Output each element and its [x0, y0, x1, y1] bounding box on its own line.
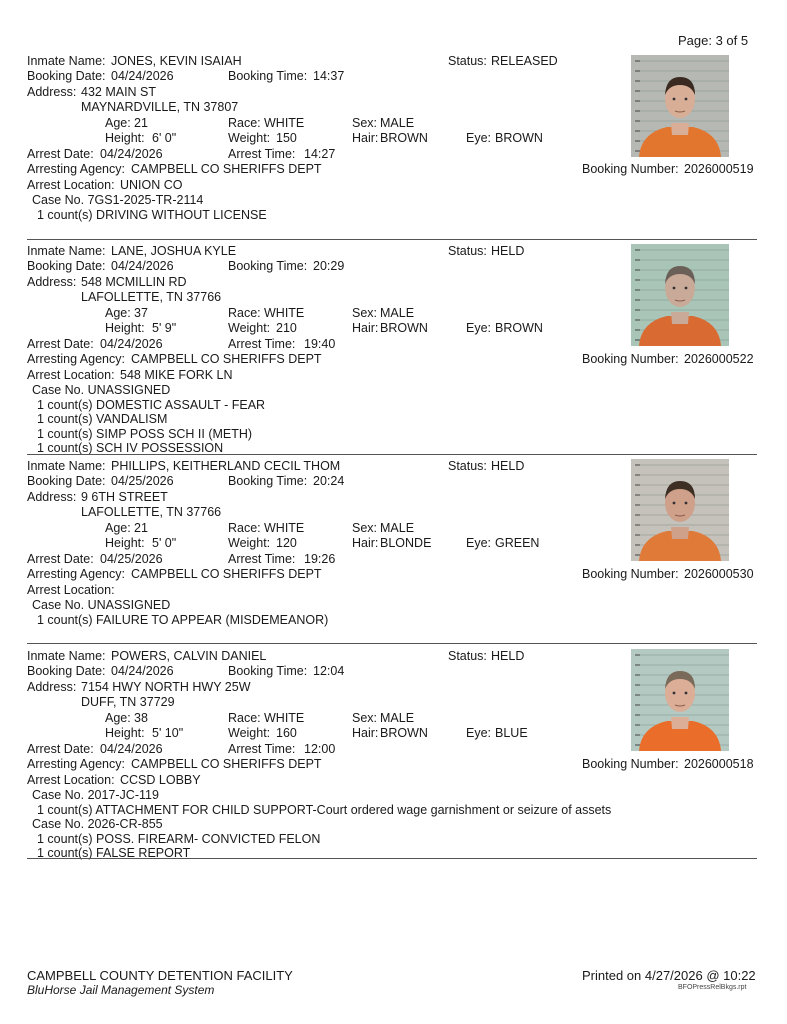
height-value: 5' 0" — [152, 536, 177, 550]
page-number: Page: 3 of 5 — [678, 33, 749, 48]
status-label: Status: — [448, 649, 487, 663]
case-number: Case No. 7GS1-2025-TR-2114 — [32, 193, 204, 207]
booking-number-label: Booking Number: — [582, 567, 679, 581]
height-label: Height: — [105, 536, 145, 550]
arrest-time: 12:00 — [304, 742, 336, 756]
age-value: 21 — [134, 116, 148, 130]
weight-label: Weight: — [228, 726, 271, 740]
hair-label: Hair: — [352, 321, 379, 335]
hair-value: BLONDE — [380, 536, 432, 550]
arrest-location: UNION CO — [120, 178, 183, 192]
booking-time-label: Booking Time: — [228, 259, 308, 273]
sex-value: MALE — [380, 711, 415, 725]
charge-count: 1 count(s) FAILURE TO APPEAR (MISDEMEANOR) — [37, 612, 329, 627]
sex-label: Sex: — [352, 521, 378, 535]
height-label: Height: — [105, 726, 145, 740]
mugshot-photo — [631, 459, 729, 561]
arrest-location: CCSD LOBBY — [120, 773, 201, 787]
arrest-time-label: Arrest Time: — [228, 742, 296, 756]
arrest-time: 19:40 — [304, 337, 336, 351]
arrest-date-label: Arrest Date: — [27, 147, 94, 161]
arresting-agency: CAMPBELL CO SHERIFFS DEPT — [131, 567, 322, 581]
arrest-location-label: Arrest Location: — [27, 773, 115, 787]
case-number: Case No. 2017-JC-119 — [32, 788, 159, 802]
arrest-time-label: Arrest Time: — [228, 337, 296, 351]
weight-label: Weight: — [228, 536, 271, 550]
height-value: 5' 10" — [152, 726, 184, 740]
arrest-location-label: Arrest Location: — [27, 178, 115, 192]
booking-date: 04/24/2026 — [111, 69, 174, 83]
hair-label: Hair: — [352, 131, 379, 145]
address-line-1: 548 MCMILLIN RD — [81, 275, 187, 289]
charge-count: 1 count(s) FALSE REPORT — [37, 846, 191, 860]
status-label: Status: — [448, 54, 487, 68]
arrest-date: 04/24/2026 — [100, 147, 163, 161]
booking-number-label: Booking Number: — [582, 352, 679, 366]
race-label: Race: — [228, 116, 261, 130]
age-label: Age: — [105, 711, 131, 725]
eye-label: Eye: — [466, 726, 492, 740]
hair-value: BROWN — [380, 321, 428, 335]
address-line-2: LAFOLLETTE, TN 37766 — [81, 505, 222, 519]
status-value: RELEASED — [491, 54, 558, 68]
arresting-agency-label: Arresting Agency: — [27, 567, 125, 581]
booking-date-label: Booking Date: — [27, 259, 106, 273]
case-number: Case No. UNASSIGNED — [32, 598, 171, 612]
charge-count: 1 count(s) VANDALISM — [37, 412, 168, 426]
eye-value: GREEN — [495, 536, 540, 550]
arrest-time: 19:26 — [304, 552, 336, 566]
record-divider — [27, 858, 757, 859]
booking-date-label: Booking Date: — [27, 69, 106, 83]
weight-label: Weight: — [228, 321, 271, 335]
address-label: Address: — [27, 680, 77, 694]
record-divider — [27, 454, 757, 455]
status-label: Status: — [448, 459, 487, 473]
booking-number: 2026000519 — [684, 162, 754, 176]
race-value: WHITE — [264, 711, 305, 725]
arrest-location: 548 MIKE FORK LN — [120, 368, 233, 382]
record-divider — [27, 643, 757, 644]
facility-name: CAMPBELL COUNTY DETENTION FACILITY — [27, 968, 293, 983]
eye-value: BROWN — [495, 131, 543, 145]
age-value: 37 — [134, 306, 148, 320]
eye-label: Eye: — [466, 321, 492, 335]
arrest-location-label: Arrest Location: — [27, 583, 115, 597]
inmate-name-label: Inmate Name: — [27, 244, 106, 258]
booking-time: 20:29 — [313, 259, 345, 273]
weight-value: 120 — [276, 536, 297, 550]
address-label: Address: — [27, 85, 77, 99]
arresting-agency: CAMPBELL CO SHERIFFS DEPT — [131, 352, 322, 366]
inmate-name: LANE, JOSHUA KYLE — [111, 244, 237, 258]
hair-value: BROWN — [380, 726, 428, 740]
booking-date: 04/24/2026 — [111, 259, 174, 273]
case-number: Case No. UNASSIGNED — [32, 383, 171, 397]
hair-label: Hair: — [352, 726, 379, 740]
eye-label: Eye: — [466, 131, 492, 145]
weight-value: 150 — [276, 131, 297, 145]
inmate-name-label: Inmate Name: — [27, 649, 106, 663]
eye-value: BROWN — [495, 321, 543, 335]
report-file-name: BFOPressRelBkgs.rpt — [678, 984, 747, 991]
height-value: 6' 0" — [152, 131, 177, 145]
inmate-name: JONES, KEVIN ISAIAH — [111, 54, 242, 68]
inmate-name-label: Inmate Name: — [27, 459, 106, 473]
printed-timestamp: Printed on 4/27/2026 @ 10:22 — [582, 968, 756, 983]
charge-count: 1 count(s) DOMESTIC ASSAULT - FEAR — [37, 397, 266, 412]
arresting-agency-label: Arresting Agency: — [27, 757, 125, 771]
arrest-date: 04/25/2026 — [100, 552, 163, 566]
address-line-1: 7154 HWY NORTH HWY 25W — [81, 680, 251, 694]
address-line-2: MAYNARDVILLE, TN 37807 — [81, 100, 239, 114]
arrest-time-label: Arrest Time: — [228, 147, 296, 161]
booking-time: 14:37 — [313, 69, 345, 83]
arrest-date-label: Arrest Date: — [27, 552, 94, 566]
race-value: WHITE — [264, 521, 305, 535]
arrest-date-label: Arrest Date: — [27, 742, 94, 756]
race-label: Race: — [228, 306, 261, 320]
inmate-name: PHILLIPS, KEITHERLAND CECIL THOM — [111, 459, 341, 473]
address-line-1: 9 6TH STREET — [81, 490, 168, 504]
sex-label: Sex: — [352, 711, 378, 725]
charge-count: 1 count(s) SIMP POSS SCH II (METH) — [37, 426, 253, 441]
race-value: WHITE — [264, 116, 305, 130]
charge-count: 1 count(s) ATTACHMENT FOR CHILD SUPPORT-Court ordered wage garnishment or seizure of assets — [37, 802, 612, 817]
arresting-agency-label: Arresting Agency: — [27, 352, 125, 366]
booking-time-label: Booking Time: — [228, 664, 308, 678]
booking-time: 20:24 — [313, 474, 345, 488]
weight-label: Weight: — [228, 131, 271, 145]
record-divider — [27, 239, 757, 240]
eye-label: Eye: — [466, 536, 492, 550]
weight-value: 210 — [276, 321, 297, 335]
age-value: 38 — [134, 711, 148, 725]
charge-count: 1 count(s) POSS. FIREARM- CONVICTED FELON — [37, 831, 321, 846]
arrest-time-label: Arrest Time: — [228, 552, 296, 566]
hair-label: Hair: — [352, 536, 379, 550]
booking-date-label: Booking Date: — [27, 474, 106, 488]
arresting-agency-label: Arresting Agency: — [27, 162, 125, 176]
arrest-location-label: Arrest Location: — [27, 368, 115, 382]
booking-date: 04/25/2026 — [111, 474, 174, 488]
race-value: WHITE — [264, 306, 305, 320]
mugshot-photo — [631, 649, 729, 751]
booking-number: 2026000530 — [684, 567, 754, 581]
mugshot-photo — [631, 244, 729, 346]
charge-count: 1 count(s) SCH IV POSSESSION — [37, 441, 224, 455]
arrest-time: 14:27 — [304, 147, 336, 161]
arresting-agency: CAMPBELL CO SHERIFFS DEPT — [131, 757, 322, 771]
system-name: BluHorse Jail Management System — [27, 983, 215, 997]
booking-time-label: Booking Time: — [228, 474, 308, 488]
age-label: Age: — [105, 116, 131, 130]
case-number: Case No. 2026-CR-855 — [32, 817, 163, 831]
booking-number: 2026000518 — [684, 757, 754, 771]
status-label: Status: — [448, 244, 487, 258]
arresting-agency: CAMPBELL CO SHERIFFS DEPT — [131, 162, 322, 176]
sex-label: Sex: — [352, 116, 378, 130]
sex-label: Sex: — [352, 306, 378, 320]
age-value: 21 — [134, 521, 148, 535]
arrest-date-label: Arrest Date: — [27, 337, 94, 351]
status-value: HELD — [491, 244, 525, 258]
address-label: Address: — [27, 275, 77, 289]
status-value: HELD — [491, 459, 525, 473]
age-label: Age: — [105, 521, 131, 535]
booking-time-label: Booking Time: — [228, 69, 308, 83]
race-label: Race: — [228, 521, 261, 535]
booking-date-label: Booking Date: — [27, 664, 106, 678]
hair-value: BROWN — [380, 131, 428, 145]
address-line-2: LAFOLLETTE, TN 37766 — [81, 290, 222, 304]
booking-number: 2026000522 — [684, 352, 754, 366]
charge-count: 1 count(s) DRIVING WITHOUT LICENSE — [37, 207, 267, 222]
height-label: Height: — [105, 321, 145, 335]
height-label: Height: — [105, 131, 145, 145]
address-line-2: DUFF, TN 37729 — [81, 695, 175, 709]
inmate-name: POWERS, CALVIN DANIEL — [111, 649, 267, 663]
arrest-date: 04/24/2026 — [100, 742, 163, 756]
booking-number-label: Booking Number: — [582, 757, 679, 771]
eye-value: BLUE — [495, 726, 528, 740]
address-label: Address: — [27, 490, 77, 504]
weight-value: 160 — [276, 726, 297, 740]
sex-value: MALE — [380, 116, 415, 130]
sex-value: MALE — [380, 521, 415, 535]
age-label: Age: — [105, 306, 131, 320]
address-line-1: 432 MAIN ST — [81, 85, 157, 99]
booking-number-label: Booking Number: — [582, 162, 679, 176]
mugshot-photo — [631, 55, 729, 157]
booking-date: 04/24/2026 — [111, 664, 174, 678]
race-label: Race: — [228, 711, 261, 725]
arrest-date: 04/24/2026 — [100, 337, 163, 351]
booking-time: 12:04 — [313, 664, 345, 678]
sex-value: MALE — [380, 306, 415, 320]
status-value: HELD — [491, 649, 525, 663]
height-value: 5' 9" — [152, 321, 177, 335]
inmate-name-label: Inmate Name: — [27, 54, 106, 68]
